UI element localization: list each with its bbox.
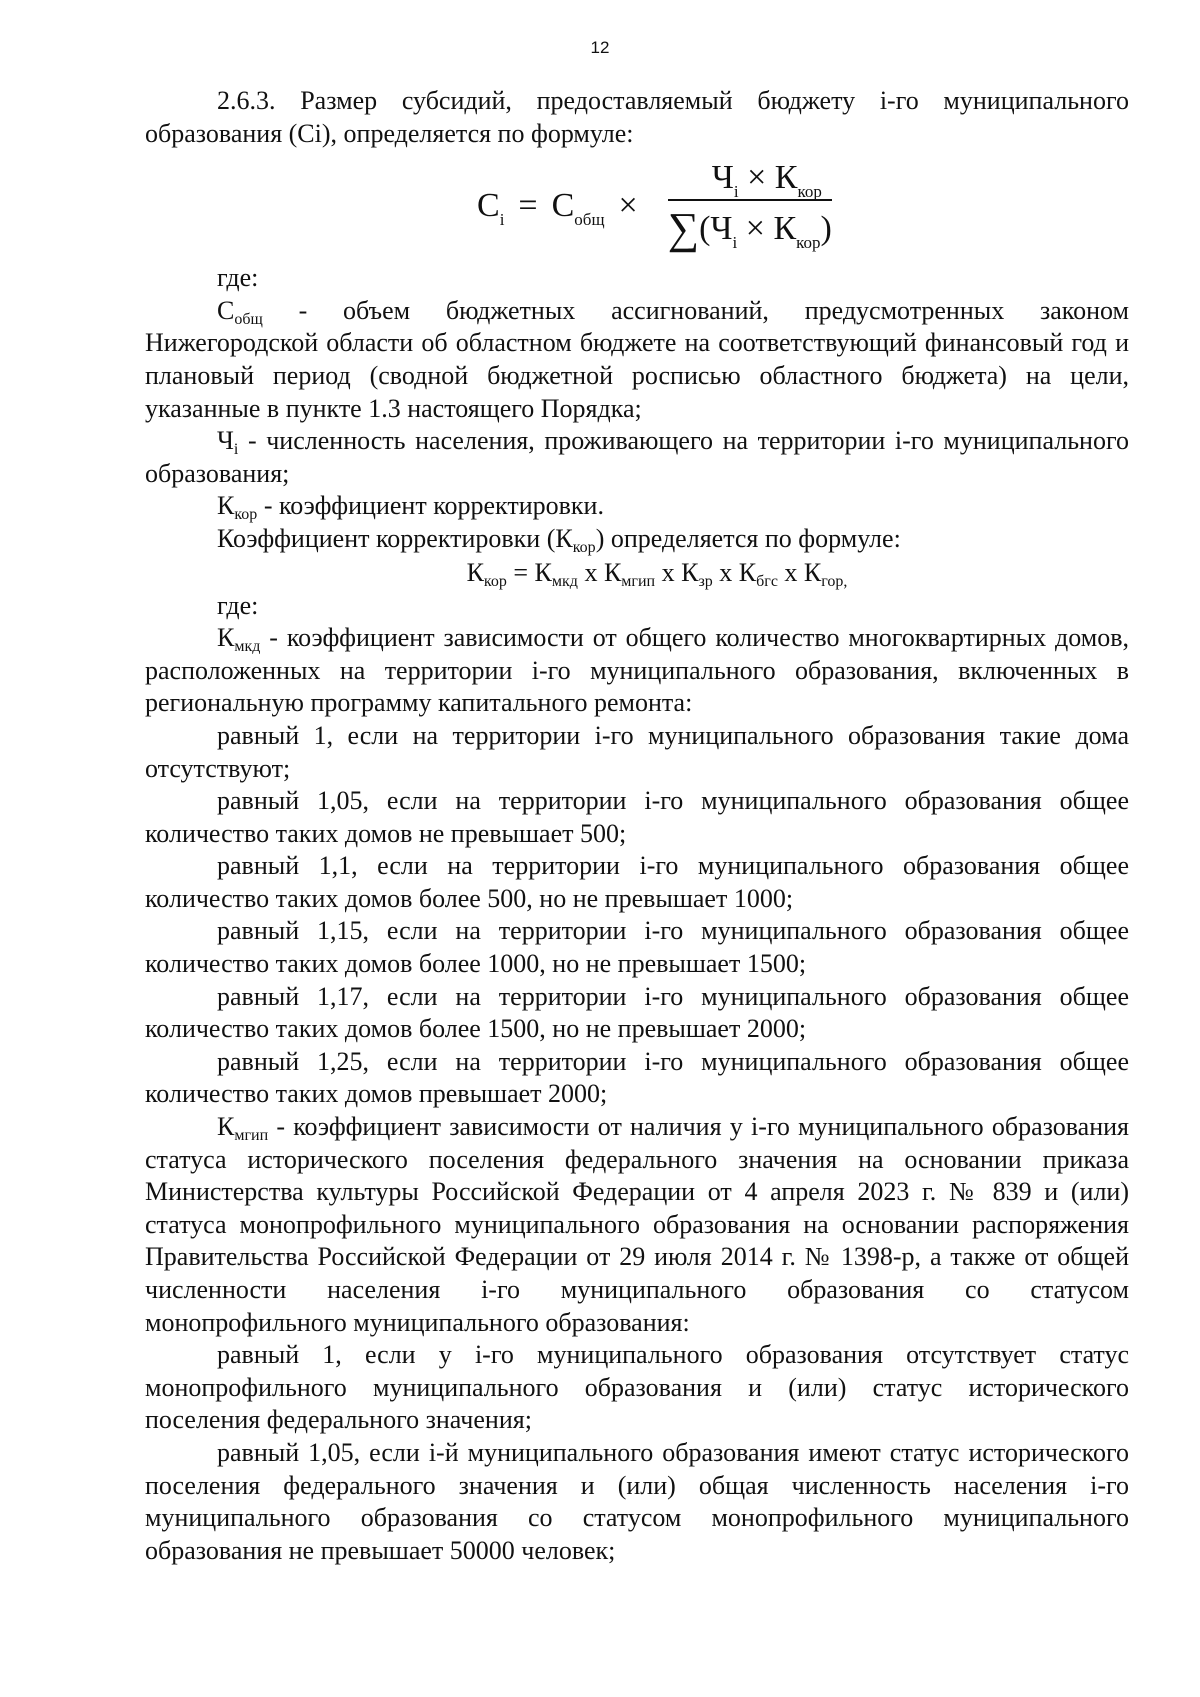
k-correction-formula: Ккор = Кмкд х Кмгип х Кзр х Кбгс х Кгор,: [466, 557, 848, 590]
list-item: равный 1,05, если i-й муниципального образования имеют статус исторического поселения федерального значения и (или) общая численность населения i-го муниципального образования со статусом монопрофильного муниципального образования не превышает 50000 человек;: [145, 1437, 1129, 1565]
where-label-1: где:: [217, 263, 259, 293]
list-item: равный 1, если на территории i-го муниципального образования такие дома отсутствуют;: [145, 720, 1129, 783]
formula-fraction: [668, 159, 832, 254]
list-item: равный 1, если у i-го муниципального образования отсутствует статус монопрофильного муниципального образования и (или) статус исторического поселения федерального значения;: [145, 1340, 1129, 1435]
list-item: равный 1,15, если на территории i-го муниципального образования общее количество таких домов более 1000, но не превышает 1500;: [145, 916, 1129, 979]
fraction-denominator: $\sum(Ч_i \times К_{кор})$: [667, 203, 832, 253]
definition-population: Чi - численность населения, проживающего на территории i-го муниципального образования;: [145, 426, 1129, 488]
formula-c-total: $C_{общ}$: [551, 187, 605, 230]
k-correction-intro: Коэффициент корректировки (Ккор) определяется по формуле:: [217, 523, 901, 556]
document-body: [145, 85, 1129, 1567]
formula-lhs: $C_i$: [477, 187, 505, 230]
fraction-numerator: $Ч_i \times К_{кор}$: [711, 158, 822, 201]
paragraph-2-6-3: 2.6.3. Размер субсидий, предоставляемый бюджету i-го муниципального образования (Ci), определяется по формуле:: [145, 86, 1129, 148]
definition-c-total: Собщ - объем бюджетных ассигнований, предусмотренных законом Нижегородской области об областном бюджете на соответствующий финансовый год и плановый период (сводной бюджетной росписью областного бюджета) на цели, указанные в пункте 1.3 настоящего Порядка;: [145, 295, 1129, 423]
list-item: равный 1,17, если на территории i-го муниципального образования общее количество таких домов более 1500, но не превышает 2000;: [145, 981, 1129, 1044]
sigma-symbol: ∑: [667, 203, 700, 253]
definition-k-mgip: Кмгип - коэффициент зависимости от наличия у i-го муниципального образования статуса исторического поселения федерального значения на основании приказа Министерства культуры Российской Федерации от 4 апреля 2023 г. № 839 и (или) статуса монопрофильного муниципального образования на основании распоряжения Правительства Российской Федерации от 29 июля 2014 г. № 1398-р, а также от общей численности населения i-го муниципального образования со статусом монопрофильного муниципального образования:: [145, 1112, 1129, 1337]
definition-k-mkd: Кмкд - коэффициент зависимости от общего количество многоквартирных домов, расположенных на территории i-го муниципального образования, включенных в региональную программу капитального ремонта:: [145, 623, 1129, 718]
list-item: равный 1,1, если на территории i-го муниципального образования общее количество таких домов более 500, но не превышает 1000;: [145, 851, 1129, 913]
list-item: равный 1,25, если на территории i-го муниципального образования общее количество таких домов превышает 2000;: [145, 1046, 1129, 1109]
formula-times: ×: [618, 187, 638, 225]
page-number: 12: [590, 38, 610, 57]
formula-equals: =: [518, 187, 538, 225]
definition-k-correction: Ккор - коэффициент корректировки.: [217, 491, 604, 524]
list-item: равный 1,05, если на территории i-го муниципального образования общее количество таких домов не превышает 500;: [145, 786, 1129, 848]
where-label-2: где:: [217, 590, 259, 620]
subsidy-formula: [145, 150, 1129, 262]
